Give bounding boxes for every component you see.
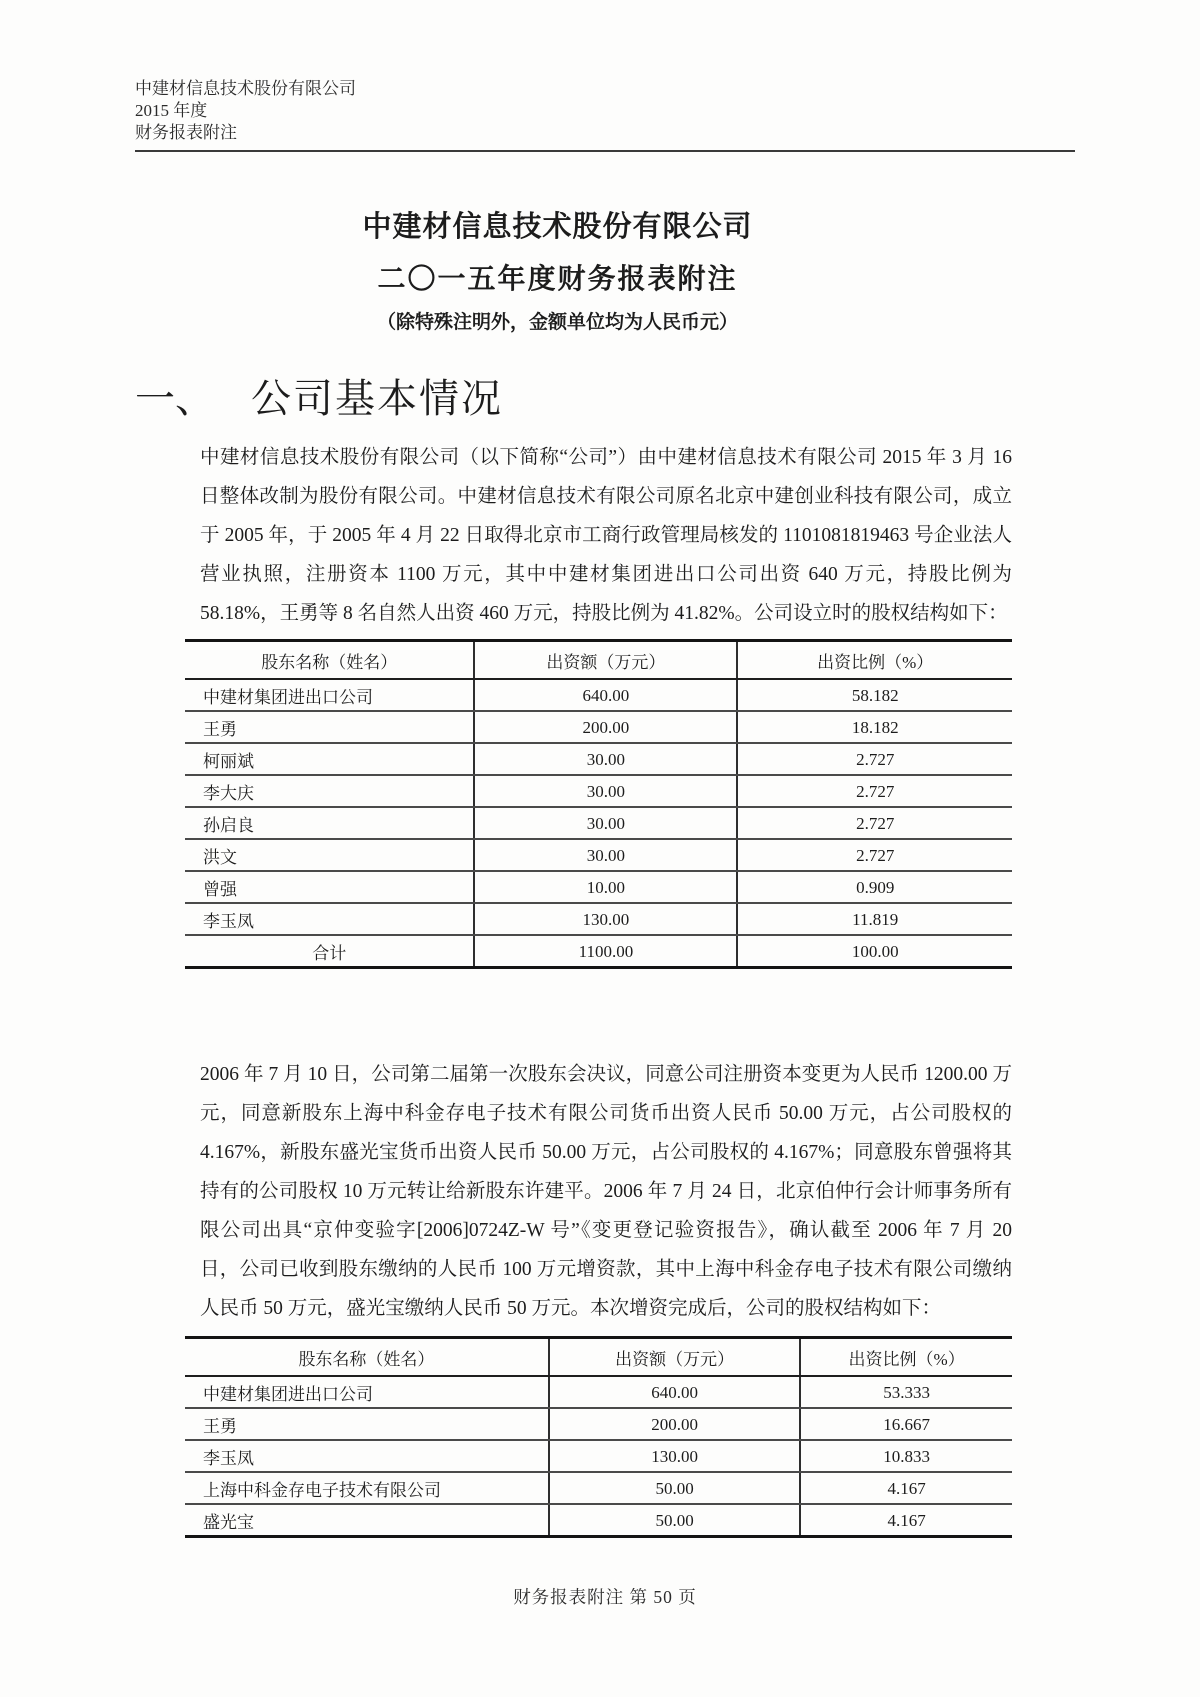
table-row: [185, 1440, 1012, 1472]
contribution-amount: 50.00: [549, 1472, 800, 1504]
contribution-ratio: 4.167: [800, 1472, 1012, 1504]
section-title: 公司基本情况: [251, 376, 503, 421]
shareholder-name: 上海中科金存电子技术有限公司: [185, 1472, 549, 1504]
document-subtitle: 二〇一五年度财务报表附注: [377, 264, 738, 295]
table-row: [185, 1376, 1012, 1408]
shareholder-name: 李大庆: [185, 775, 474, 807]
table-row: [185, 775, 1012, 807]
table-row: [185, 839, 1012, 871]
paragraph-capital-increase: 2006 年 7 月 10 日，公司第二届第一次股东会决议，同意公司注册资本变更为人民币 1200.00 万元，同意新股东上海中科金存电子技术有限公司货币出资人民币 50.00 万元，占公司股权的 4.167%，新股东盛光宝货币出资人民币 50.00 万元，占公司股权的 4.167%；同意股东曾强将其持有的公司股权 10 万元转让给新股东许建平。2006 年 7 月 24 日，北京伯仲行会计师事务所有限公司出具“京仲变验字[2006]0724Z-W 号”《变更登记验资报告》，确认截至 2006 年 7 月 20 日，公司已收到股东缴纳的人民币 100 万元增资款，其中上海中科金存电子技术有限公司缴纳人民币 50 万元，盛光宝缴纳人民币 50 万元。本次增资完成后，公司的股权结构如下：: [200, 1064, 1012, 1319]
table-row: [185, 711, 1012, 743]
contribution-amount: 640.00: [549, 1376, 800, 1408]
section-heading: [135, 374, 1200, 424]
shareholder-name: 洪文: [185, 839, 474, 871]
shareholder-name: 中建材集团进出口公司: [185, 679, 474, 711]
col-header-contribution-ratio: 出资比例（%）: [800, 1338, 1012, 1377]
contribution-ratio: 2.727: [737, 807, 1012, 839]
contribution-ratio: 2.727: [737, 839, 1012, 871]
running-head-year: 2015 年度: [135, 101, 208, 120]
table-row: [185, 1408, 1012, 1440]
contribution-amount: 640.00: [474, 679, 737, 711]
table-header-row: [185, 641, 1012, 680]
page-footer: 财务报表附注 第 50 页: [513, 1587, 697, 1607]
shareholder-name: 曾强: [185, 871, 474, 903]
contribution-ratio: 2.727: [737, 775, 1012, 807]
table-header-row: [185, 1338, 1012, 1377]
shareholder-table-initial: [185, 639, 1012, 969]
running-head: [135, 78, 1075, 152]
document-unit-note: （除特殊注明外，金额单位均为人民币元）: [376, 312, 738, 333]
shareholder-name: 李玉凤: [185, 903, 474, 935]
contribution-amount: 130.00: [549, 1440, 800, 1472]
title-block: [135, 208, 980, 338]
contribution-amount: 200.00: [474, 711, 737, 743]
contribution-amount: 200.00: [549, 1408, 800, 1440]
total-label: 合计: [312, 944, 347, 963]
shareholder-table-after-increase: [185, 1336, 1012, 1538]
contribution-amount: 30.00: [474, 839, 737, 871]
table-row: [185, 1472, 1012, 1504]
running-head-doc-type: 财务报表附注: [135, 123, 237, 142]
table-row: [185, 871, 1012, 903]
table-row: [185, 903, 1012, 935]
paragraph-company-founding: 中建材信息技术股份有限公司（以下简称“公司”）由中建材信息技术有限公司 2015 年 3 月 16 日整体改制为股份有限公司。中建材信息技术有限公司原名北京中建创业科技有限公司，成立于 2005 年，于 2005 年 4 月 22 日取得北京市工商行政管理局核发的 1101081819463 号企业法人营业执照，注册资本 1100 万元，其中中建材集团进出口公司出资 640 万元，持股比例为 58.18%，王勇等 8 名自然人出资 460 万元，持股比例为 41.82%。公司设立时的股权结构如下：: [200, 447, 1012, 624]
contribution-ratio: 4.167: [800, 1504, 1012, 1537]
shareholder-name: 中建材集团进出口公司: [185, 1376, 549, 1408]
contribution-amount: 50.00: [549, 1504, 800, 1537]
shareholder-name: 王勇: [185, 1408, 549, 1440]
contribution-amount: 30.00: [474, 775, 737, 807]
col-header-contribution-amount: 出资额（万元）: [474, 641, 737, 680]
shareholder-name: 孙启良: [185, 807, 474, 839]
section-number: 一、: [135, 376, 215, 421]
col-header-contribution-ratio: 出资比例（%）: [737, 641, 1012, 680]
col-header-shareholder-name: 股东名称（姓名）: [185, 641, 474, 680]
contribution-ratio: 0.909: [737, 871, 1012, 903]
shareholder-name: 盛光宝: [203, 1513, 254, 1532]
contribution-ratio: 53.333: [800, 1376, 1012, 1408]
contribution-ratio: 16.667: [800, 1408, 1012, 1440]
col-header-contribution-amount: 出资额（万元）: [549, 1338, 800, 1377]
shareholder-name: 柯丽斌: [185, 743, 474, 775]
table-row: [185, 1504, 1012, 1537]
table-row: [185, 743, 1012, 775]
document-title: 中建材信息技术股份有限公司: [362, 211, 753, 243]
table-row: [185, 679, 1012, 711]
contribution-ratio: 2.727: [737, 743, 1012, 775]
table-total-row: [185, 935, 1012, 968]
contribution-ratio: 58.182: [737, 679, 1012, 711]
contribution-amount: 10.00: [474, 871, 737, 903]
contribution-amount: 30.00: [474, 807, 737, 839]
total-ratio: 100.00: [737, 935, 1012, 968]
contribution-amount: 30.00: [474, 743, 737, 775]
contribution-amount: 130.00: [474, 903, 737, 935]
table-row: [185, 807, 1012, 839]
contribution-ratio: 18.182: [737, 711, 1012, 743]
running-head-company: 中建材信息技术股份有限公司: [135, 79, 356, 98]
shareholder-name: 王勇: [185, 711, 474, 743]
total-amount: 1100.00: [474, 935, 737, 968]
col-header-shareholder-name: 股东名称（姓名）: [185, 1338, 549, 1377]
contribution-ratio: 10.833: [800, 1440, 1012, 1472]
contribution-ratio: 11.819: [737, 903, 1012, 935]
shareholder-name: 李玉凤: [185, 1440, 549, 1472]
